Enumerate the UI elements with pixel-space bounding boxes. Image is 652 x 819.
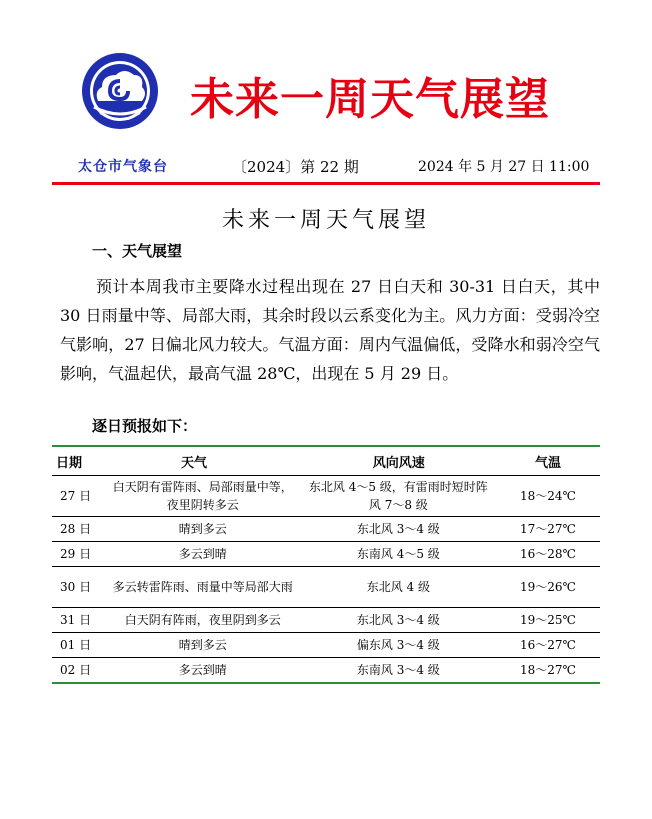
table-row (52, 608, 600, 633)
table-header-row (52, 446, 600, 476)
table-row (52, 542, 600, 567)
row-weather: 晴到多云 (105, 517, 301, 542)
row-temp: 17～27℃ (496, 517, 600, 542)
row-weather: 白天阴有阵雨，夜里阴到多云 (105, 608, 301, 633)
col-header-weather: 天气 (105, 446, 301, 476)
header-divider (52, 182, 600, 185)
row-date: 30 日 (52, 567, 105, 608)
main-title: 未来一周天气展望 (190, 74, 550, 125)
cma-logo-icon (80, 51, 160, 131)
row-weather: 多云到晴 (105, 542, 301, 567)
table-row (52, 476, 600, 517)
table-row (52, 658, 600, 684)
row-temp: 16～27℃ (496, 633, 600, 658)
row-date: 29 日 (52, 542, 105, 567)
row-temp: 19～25℃ (496, 608, 600, 633)
row-wind: 东北风 4～5 级，有雷雨时短时阵风 7～8 级 (301, 476, 496, 517)
daily-forecast-heading: 逐日预报如下： (92, 417, 198, 435)
row-weather: 多云转雷阵雨、雨量中等局部大雨 (105, 567, 301, 608)
forecast-summary: 预计本周我市主要降水过程出现在 27 日白天和 30-31 日白天，其中 30 日雨量中等、局部大雨，其余时段以云系变化为主。风力方面：受弱冷空气影响，27 日偏北风力较大。气温方面：周内气温偏低，受降水和弱冷空气影响，气温起伏，最高气温 28℃，出现在 5 月 29 日。 (60, 277, 600, 383)
table-row (52, 517, 600, 542)
row-temp: 18～24℃ (496, 476, 600, 517)
row-date: 31 日 (52, 608, 105, 633)
row-wind: 东北风 4 级 (301, 567, 496, 608)
org-name: 太仓市气象台 (78, 159, 168, 175)
row-temp: 18～27℃ (520, 663, 576, 677)
table-row (52, 633, 600, 658)
row-wind: 东北风 3～4 级 (301, 517, 496, 542)
row-date: 28 日 (52, 517, 105, 542)
issue-number: 〔2024〕第 22 期 (232, 158, 359, 176)
row-weather: 多云到晴 (178, 663, 227, 677)
header-info (52, 150, 600, 180)
row-date: 02 日 (60, 663, 92, 677)
col-header-temp: 气温 (496, 446, 600, 476)
row-wind: 偏东风 3～4 级 (301, 633, 496, 658)
col-header-wind: 风向风速 (301, 446, 496, 476)
forecast-table (52, 445, 600, 684)
row-weather: 白天阴有雷阵雨、局部雨量中等，夜里阴转多云 (105, 476, 301, 517)
issue-date: 2024 年 5 月 27 日 11:00 (418, 159, 590, 175)
document-title: 未来一周天气展望 (221, 208, 430, 233)
table-row (52, 567, 600, 608)
row-wind: 东北风 3～4 级 (301, 608, 496, 633)
row-date: 27 日 (52, 476, 105, 517)
row-temp: 16～28℃ (496, 542, 600, 567)
row-wind: 东南风 4～5 级 (301, 542, 496, 567)
row-wind: 东南风 3～4 级 (356, 663, 440, 677)
section-heading: 一、天气展望 (92, 242, 183, 260)
row-weather: 晴到多云 (105, 633, 301, 658)
row-date: 01 日 (52, 633, 105, 658)
row-temp: 19～26℃ (496, 567, 600, 608)
col-header-date: 日期 (52, 446, 105, 476)
